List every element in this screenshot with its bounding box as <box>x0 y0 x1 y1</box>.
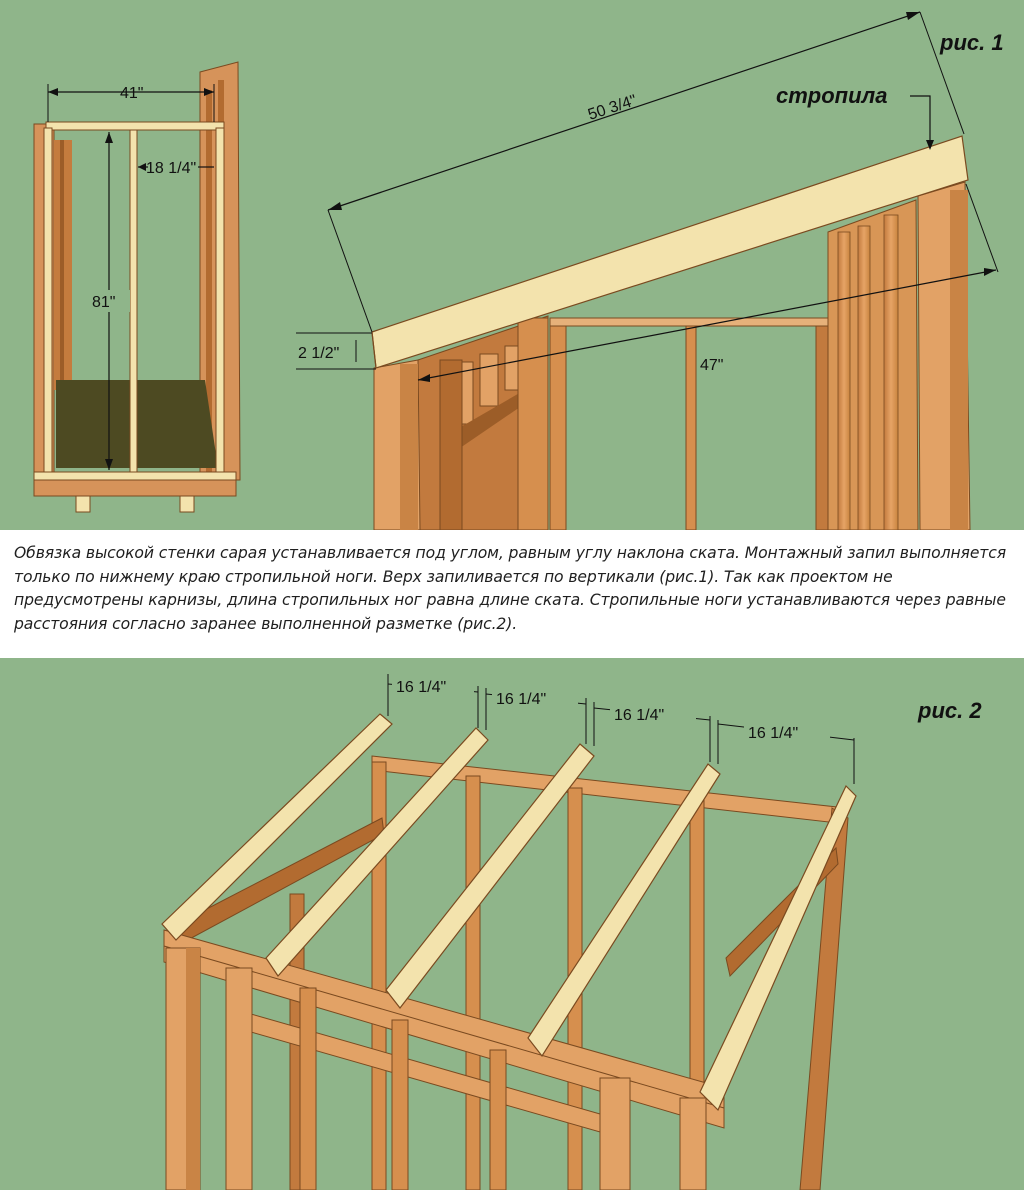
dim-height-81: 81" <box>92 294 116 311</box>
figure-2-label: рис. 2 <box>918 698 982 723</box>
caption-text: Обвязка высокой стенки сарая устанавливается под углом, равным углу наклона ската. Монтажный запил выполняется только по нижнему краю стропильной ноги. Верх запиливается по вертикали (рис.1). Так как проектом не предусмотрены карнизы, длина стропильных ног равна длине ската. Стропильные ноги устанавливаются через равные расстояния согласно заранее выполненной разметке (рис.2). <box>14 544 1007 633</box>
figure-2-panel <box>0 658 1024 1190</box>
dim-rafter-thickness: 2 1/2" <box>298 345 340 362</box>
figure-2-drawing <box>0 658 1024 1190</box>
spacing-label-3: 16 1/4" <box>614 707 665 724</box>
spacing-label-2: 16 1/4" <box>496 691 547 708</box>
figure-1-panel <box>0 0 1024 530</box>
rafter-detail-view <box>296 12 1004 530</box>
figure-1-drawing <box>0 0 1024 530</box>
rafter-label: стропила <box>776 83 888 108</box>
dim-rafter-length: 50 3/4" <box>585 92 639 124</box>
spacing-label-4: 16 1/4" <box>748 725 799 742</box>
dim-width-41: 41" <box>120 85 144 102</box>
spacing-label-1: 16 1/4" <box>396 679 447 696</box>
dim-stud-gap: 18 1/4" <box>146 160 197 177</box>
figure-1-label: рис. 1 <box>940 30 1004 55</box>
shed-front-view <box>34 62 240 512</box>
dim-span-47: 47" <box>700 357 724 374</box>
caption-block <box>0 530 1024 658</box>
